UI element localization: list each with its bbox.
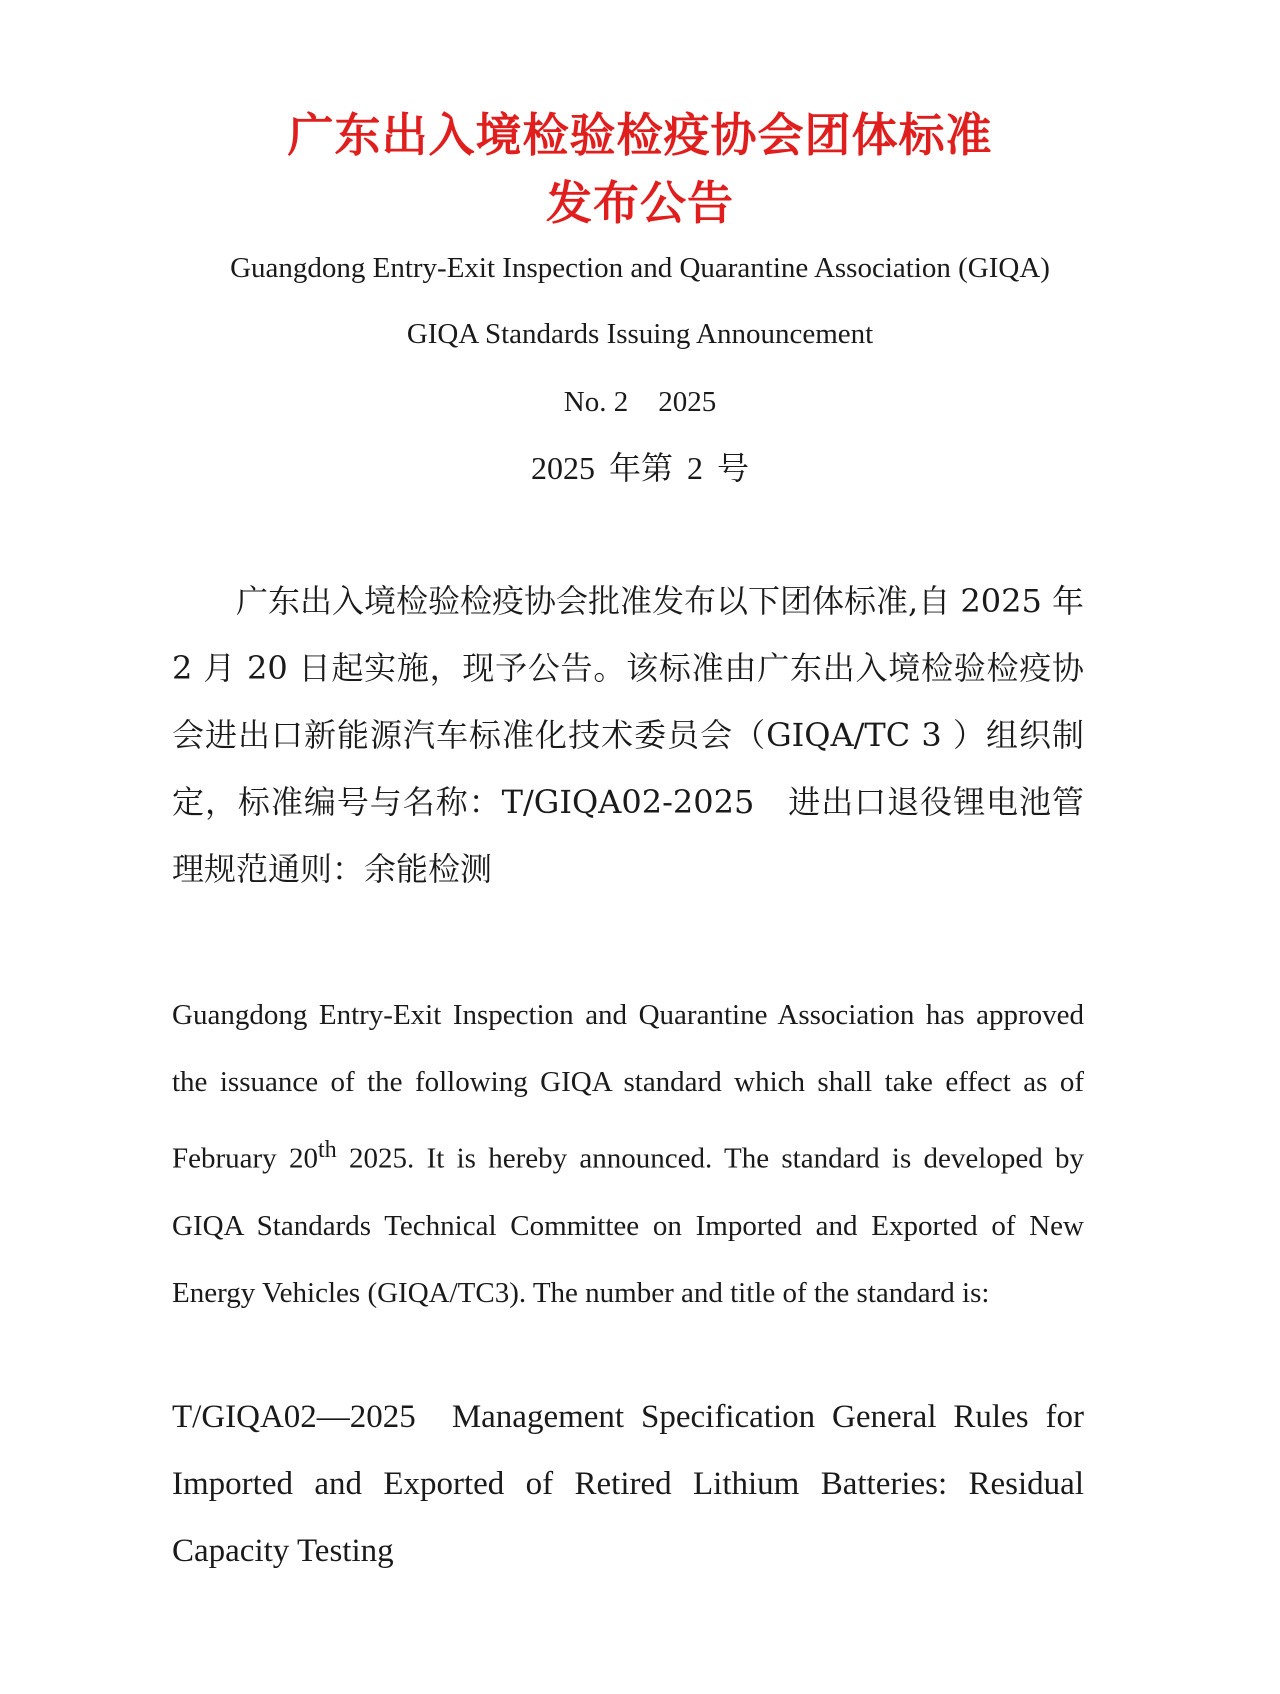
body-en-part2: 2025. It is hereby announced. The standard is developed by GIQA Standards Technical Committee on Imported and Exported of New Energy Vehicles (GIQA/TC3). The number and title of the standard is: xyxy=(172,1142,1084,1309)
title-cn-line2: 发布公告 xyxy=(546,176,734,230)
announcement-number-cn xyxy=(0,448,1280,488)
standard-code: T/GIQA02—2025 xyxy=(172,1399,416,1435)
number-cn-end: 号 xyxy=(717,450,750,486)
body-en-part1: Guangdong Entry-Exit Inspection and Quarantine Association has approved the issuance of the following GIQA standard which shall take effect as of February 20 xyxy=(172,999,1084,1175)
body-paragraph-cn: 广东出入境检验检疫协会批准发布以下团体标准,自 2025 年 2 月 20 日起实施，现予公告。该标准由广东出入境检验检疫协会进出口新能源汽车标准化技术委员会（GIQA/TC 3 ）组织制定，标准编号与名称：T/GIQA02-2025 进出口退役锂电池管理规范通则：余能检测 xyxy=(172,582,1084,888)
number-cn-num: 2 xyxy=(687,450,703,486)
announcement-type-en: GIQA Standards Issuing Announcement xyxy=(406,318,874,350)
standard-name: Management Specification General Rules for Imported and Exported of Retired Lithium Batteries: Residual Capacity Testing xyxy=(172,1399,1084,1569)
number-cn-year: 2025 xyxy=(530,450,595,486)
number-cn-mid: 年第 xyxy=(608,450,673,486)
body-paragraph-en xyxy=(172,982,1084,1327)
number-en-year: 2025 xyxy=(658,386,717,418)
title-cn-line1: 广东出入境检验检疫协会团体标准 xyxy=(287,108,993,162)
standard-title-en xyxy=(172,1384,1084,1585)
announcement-number-en xyxy=(0,384,1280,420)
organization-name-en: Guangdong Entry-Exit Inspection and Quarantine Association (GIQA) xyxy=(230,252,1050,284)
body-en-superscript: th xyxy=(317,1136,337,1163)
number-en-no: No. 2 xyxy=(563,386,629,418)
